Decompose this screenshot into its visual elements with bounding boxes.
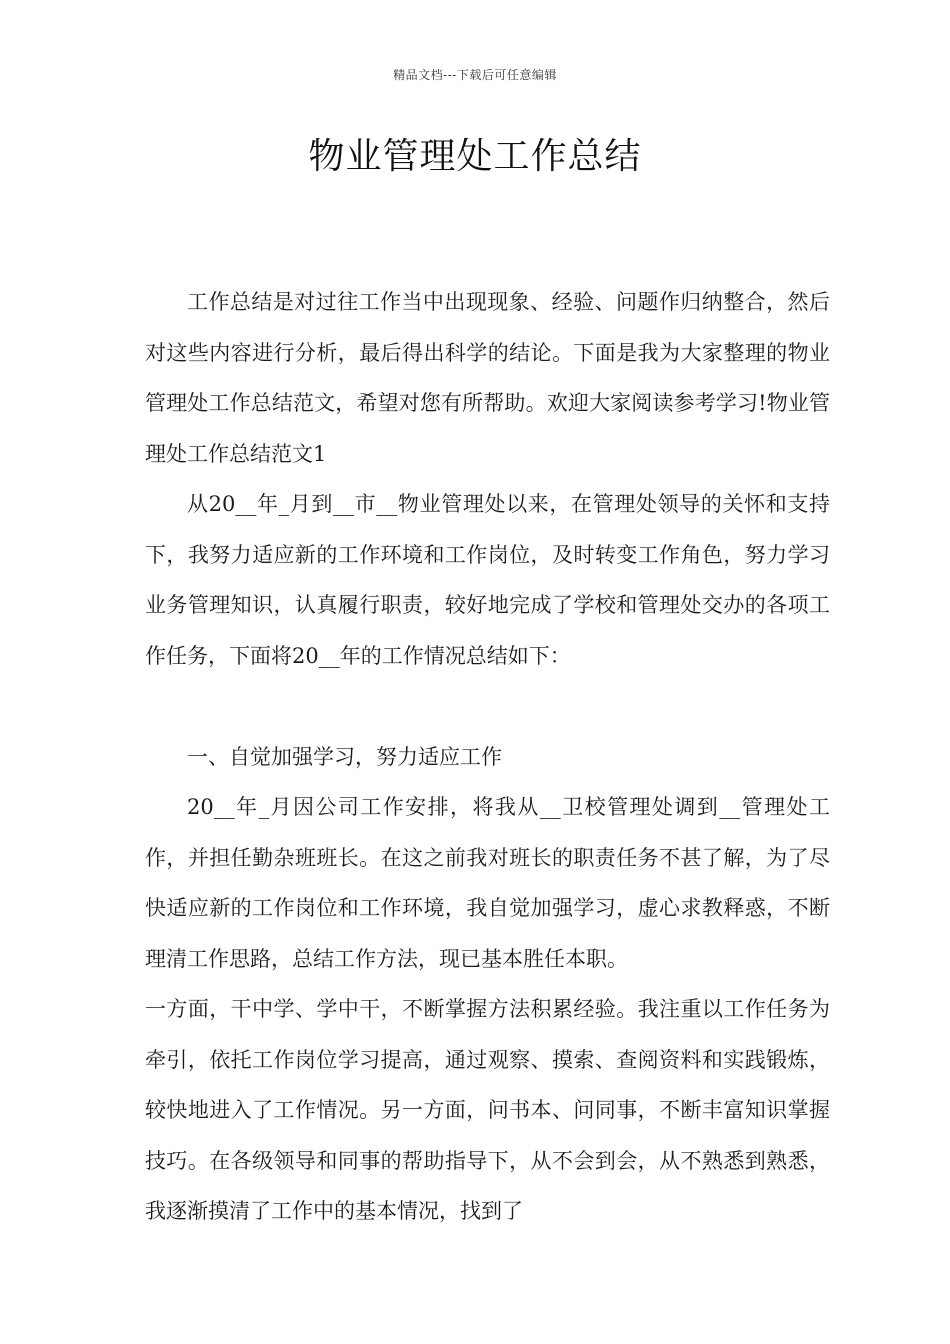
document-body [145, 277, 830, 1237]
section-heading-1: 一、自觉加强学习，努力适应工作 [187, 744, 502, 769]
paragraph-1: 从20__年_月到__市__物业管理处以来，在管理处领导的关怀和支持下，我努力适应新的工作环境和工作岗位，及时转变工作角色，努力学习业务管理知识，认真履行职责，较好地完成了学校和管理处交办的各项工作任务，下面将20__年的工作情况总结如下： [145, 492, 830, 668]
blank-line [145, 681, 830, 732]
header-note: 精品文档---下载后可任意编辑 [393, 68, 557, 82]
document-title: 物业管理处工作总结 [308, 136, 642, 177]
paragraph-3: 一方面，干中学、学中干，不断掌握方法积累经验。我注重以工作任务为牵引，依托工作岗位学习提高，通过观察、摸索、查阅资料和实践锻炼，较快地进入了工作情况。另一方面，问书本、问同事，不断丰富知识掌握技巧。在各级领导和同事的帮助指导下，从不会到会，从不熟悉到熟悉，我逐渐摸清了工作中的基本情况，找到了 [145, 997, 830, 1223]
paragraph-2: 20__年_月因公司工作安排，将我从__卫校管理处调到__管理处工作，并担任勤杂班班长。在这之前我对班长的职责任务不甚了解，为了尽快适应新的工作岗位和工作环境，我自觉加强学习，虚心求教释惑，不断理清工作思路，总结工作方法，现已基本胜任本职。 [145, 795, 830, 971]
intro-paragraph: 工作总结是对过往工作当中出现现象、经验、问题作归纳整合，然后对这些内容进行分析，最后得出科学的结论。下面是我为大家整理的物业管理处工作总结范文，希望对您有所帮助。欢迎大家阅读参考学习!物业管理处工作总结范文1 [145, 290, 830, 466]
